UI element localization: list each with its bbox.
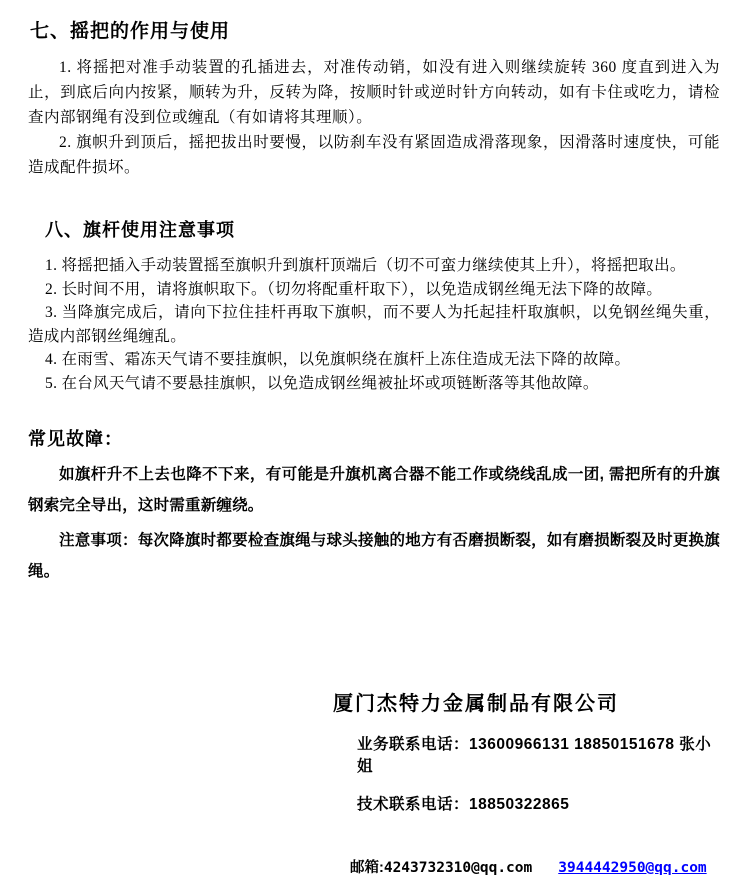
- email-primary: 4243732310@qq.com: [383, 860, 533, 876]
- common-faults-title: 常见故障：: [28, 429, 123, 449]
- section8-item-5: 5. 在台风天气请不要悬挂旗帜，以免造成钢丝绳被扯坏或项链断落等其他故障。: [45, 374, 599, 392]
- section7-paragraph-1: 1. 将摇把对准手动装置的孔插进去，对准传动销，如没有进入则继续旋转 360 度直到进入为止，到底后向内按紧，顺转为升，反转为降，按顺时针或逆时针方向转动，如有卡住或吃力，请检查内部钢绳有没到位或缠乱（有如请将其理顺）。: [28, 59, 720, 126]
- business-phone-numbers: 13600966131 18850151678 张小姐: [357, 736, 712, 775]
- email-label: 邮箱:: [350, 860, 384, 876]
- business-phone-line: [357, 732, 720, 776]
- common-faults-paragraph: 如旗杆升不上去也降不下来，有可能是升旗机离合器不能工作或绕线乱成一团, 需把所有的升旗钢索完全导出，这时需重新缠绕。: [28, 466, 720, 514]
- section7-title: 七、摇把的作用与使用: [30, 21, 231, 42]
- section8-item-2: 2. 长时间不用，请将旗帜取下。（切勿将配重杆取下），以免造成钢丝绳无法下降的故障。: [45, 280, 663, 298]
- section8-item-4: 4. 在雨雪、霜冻天气请不要挂旗帜，以免旗帜绕在旗杆上冻住造成无法下降的故障。: [45, 351, 631, 368]
- section8-item-3: 3. 当降旗完成后，请向下拉住挂杆再取下旗帜，而不要人为托起挂杆取旗帜，以免钢丝绳失重，造成内部钢丝绳缠乱。: [28, 304, 720, 345]
- section7-paragraph-2: 2. 旗帜升到顶后，摇把拔出时要慢，以防刹车没有紧固造成滑落现象，因滑落时速度快，可能造成配件损坏。: [28, 134, 720, 176]
- caution-paragraph: 注意事项：每次降旗时都要检查旗绳与球头接触的地方有否磨损断裂，如有磨损断裂及时更换旗绳。: [28, 532, 720, 580]
- email-line: [350, 856, 720, 877]
- company-name: 厦门杰特力金属制品有限公司: [333, 693, 619, 715]
- footer-contact-block: [28, 687, 720, 877]
- email-link[interactable]: 3944442950@qq.com: [558, 860, 707, 876]
- tech-phone-line: [357, 792, 720, 814]
- tech-phone-number: 18850322865: [469, 796, 570, 813]
- section8-item-1: 1. 将摇把插入手动装置摇至旗帜升到旗杆顶端后（切不可蛮力继续使其上升），将摇把取出。: [45, 257, 686, 274]
- business-phone-label: 业务联系电话：: [357, 736, 470, 753]
- tech-phone-label: 技术联系电话：: [357, 796, 470, 813]
- section8-title: 八、旗杆使用注意事项: [45, 220, 235, 240]
